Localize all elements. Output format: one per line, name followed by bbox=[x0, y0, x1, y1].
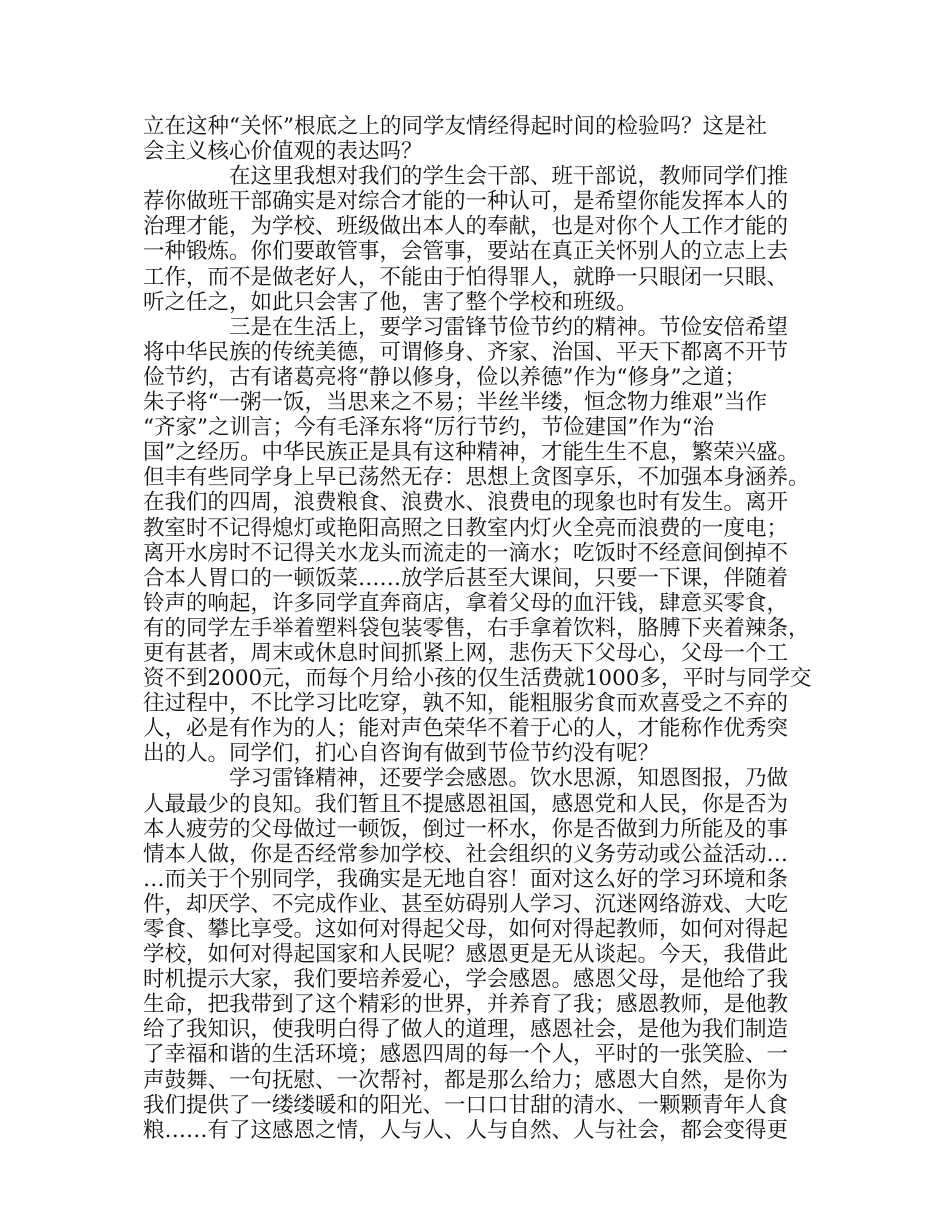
text-line: 教室时不记得熄灯或艳阳高照之日教室内灯火全亮而浪费的一度电； bbox=[143, 515, 789, 541]
text-line: 合本人胃口的一顿饭菜……放学后甚至大课间，只要一下课，伴随着 bbox=[143, 565, 789, 591]
text-line: 时机提示大家，我们要培养爱心，学会感恩。感恩父母，是他给了我 bbox=[143, 967, 789, 993]
text-line: 俭节约，古有诸葛亮将“静以修身，俭以养德”作为“修身”之道； bbox=[143, 364, 746, 390]
text-line: 工作，而不是做老好人，不能由于怕得罪人，就睁一只眼闭一只眼、 bbox=[143, 264, 789, 290]
text-line: 往过程中，不比学习比吃穿，孰不知，能粗服劣食而欢喜受之不弃的 bbox=[143, 691, 789, 717]
paragraph-first-line: 三是在生活上，要学习雷锋节俭节约的精神。节俭安倍希望 bbox=[229, 314, 789, 340]
text-line: 了幸福和谐的生活环境；感恩四周的每一个人，平时的一张笑脸、一 bbox=[143, 1042, 789, 1068]
text-line: 离开水房时不记得关水龙头而流走的一滴水；吃饭时不经意间倒掉不 bbox=[143, 540, 789, 566]
text-line: 零食、攀比享受。这如何对得起父母，如何对得起教师，如何对得起 bbox=[143, 917, 789, 942]
text-line: 更有甚者，周末或休息时间抓紧上网，悲伤天下父母心，父母一个工 bbox=[143, 640, 789, 666]
text-line: 国”之经历。中华民族正是具有这种精神，才能生生不息，繁荣兴盛。 bbox=[143, 440, 799, 466]
text-line: 情本人做，你是否经常参加学校、社会组织的义务劳动或公益活动… bbox=[143, 841, 789, 867]
text-line: 粮……有了这感恩之情，人与人、人与自然、人与社会，都会变得更 bbox=[143, 1117, 789, 1143]
text-line: 资不到2000元，而每个月给小孩的仅生活费就1000多，平时与同学交 bbox=[143, 666, 812, 692]
text-line: “齐家”之训言；今有毛泽东将“厉行节约，节俭建国”作为“治 bbox=[143, 415, 714, 441]
text-line: 听之任之，如此只会害了他，害了整个学校和班级。 bbox=[143, 289, 638, 315]
text-line: 铃声的响起，许多同学直奔商店，拿着父母的血汗钱，肆意买零食， bbox=[143, 590, 789, 616]
text-line: 人最最少的良知。我们暂且不提感恩祖国，感恩党和人民，你是否为 bbox=[143, 791, 789, 817]
text-line: 荐你做班干部确实是对综合才能的一种认可，是希望你能发挥本人的 bbox=[143, 189, 789, 215]
text-line: 学校，如何对得起国家和人民呢？感恩更是无从谈起。今天，我借此 bbox=[143, 942, 789, 968]
text-line: 在我们的四周，浪费粮食、浪费水、浪费电的现象也时有发生。离开 bbox=[143, 490, 789, 516]
text-line: 立在这种“关怀”根底之上的同学友情经得起时间的检验吗？这是社 bbox=[143, 114, 767, 139]
text-line: 一种锻炼。你们要敢管事，会管事，要站在真正关怀别人的立志上去 bbox=[143, 239, 789, 265]
paragraph-first-line: 在这里我想对我们的学生会干部、班干部说，教师同学们推 bbox=[229, 164, 789, 190]
text-line: 本人疲劳的父母做过一顿饭，倒过一杯水，你是否做到力所能及的事 bbox=[143, 816, 789, 842]
text-line: …而关于个别同学，我确实是无地自容！面对这么好的学习环境和条 bbox=[143, 866, 789, 892]
text-line: 将中华民族的传统美德，可谓修身、齐家、治国、平天下都离不开节 bbox=[143, 339, 789, 365]
text-line: 治理才能，为学校、班级做出本人的奉献，也是对你个人工作才能的 bbox=[143, 214, 789, 240]
text-line: 出的人。同学们，扪心自咨询有做到节俭节约没有呢？ bbox=[143, 741, 660, 767]
text-line: 我们提供了一缕缕暖和的阳光、一口口甘甜的清水、一颗颗青年人食 bbox=[143, 1092, 789, 1118]
document-body bbox=[143, 114, 824, 1143]
text-line: 件，却厌学、不完成作业、甚至妨碍别人学习、沉迷网络游戏、大吃 bbox=[143, 891, 789, 917]
text-line: 人，必是有作为的人；能对声色荣华不着于心的人，才能称作优秀突 bbox=[143, 716, 789, 742]
text-line: 生命，把我带到了这个精彩的世界，并养育了我；感恩教师，是他教 bbox=[143, 992, 789, 1018]
text-line: 朱子将“一粥一饭，当思来之不易；半丝半缕，恒念物力维艰”当作 bbox=[143, 390, 767, 416]
paragraph-first-line: 学习雷锋精神，还要学会感恩。饮水思源，知恩图报，乃做 bbox=[229, 766, 789, 792]
text-line: 给了我知识，使我明白得了做人的道理，感恩社会，是他为我们制造 bbox=[143, 1017, 789, 1043]
text-line: 但丰有些同学身上早已荡然无存：思想上贪图享乐，不加强本身涵养。 bbox=[143, 465, 810, 491]
text-line: 会主义核心价值观的表达吗？ bbox=[143, 139, 423, 165]
text-line: 声鼓舞、一句抚慰、一次帮衬，都是那么给力；感恩大自然，是你为 bbox=[143, 1067, 789, 1093]
text-line: 有的同学左手举着塑料袋包装零售，右手拿着饮料，胳膊下夹着辣条， bbox=[143, 615, 810, 641]
